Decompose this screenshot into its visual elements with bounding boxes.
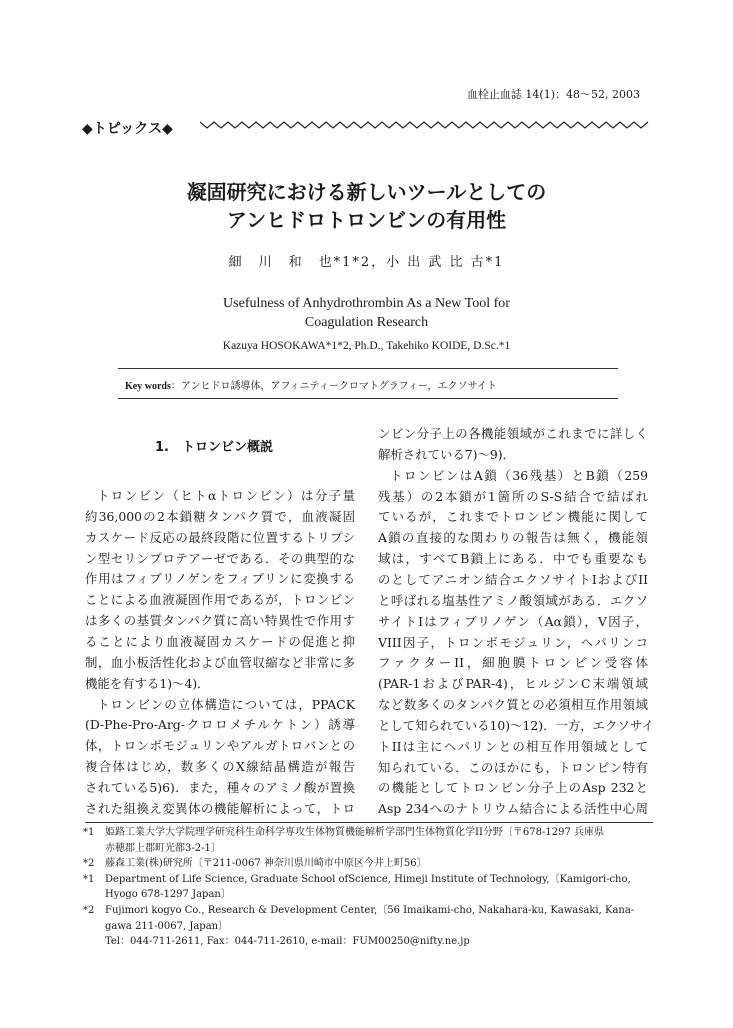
body-line: のとしてアニオン結合エクソサイトIおよびII [378, 571, 648, 587]
body-line: の機能としてトロンビン分子上のAsp 232と [378, 780, 648, 796]
footnote-mark: *2 [83, 858, 95, 870]
body-line: Asp 234へのナトリウム結合による活性中心周 [378, 801, 648, 817]
body-line: 解析されている7)〜9)． [378, 446, 515, 462]
body-line: ことによる血液凝固作用であるが，トロンビン [85, 592, 355, 608]
title-ja-line-1: 凝固研究における新しいツールとしての [186, 180, 547, 204]
footnote-line [83, 904, 634, 918]
body-line: ファクターII，細胞膜トロンビン受容体 [378, 655, 648, 671]
keywords-bottom-rule [118, 398, 618, 399]
body-line: 域は，すべてB鎖上にある．中でも重要なも [378, 551, 648, 567]
body-line: されている5)6)．また，種々のアミノ酸が置換 [85, 779, 355, 795]
footnote-text: Department of Life Science, Graduate School ofScience, Himeji Institute of Technology,〔Kamigori-cho, [105, 873, 631, 885]
body-line: 約36,000の2本鎖糖タンパク質で，血液凝固 [85, 508, 355, 524]
footnote-line [83, 873, 631, 887]
title-ja-line-2: アンヒドロトロンビンの有用性 [226, 208, 507, 232]
footnote-mark: *1 [83, 827, 95, 838]
body-line: VIII因子，トロンボモジュリン，ヘパリンコ [378, 634, 648, 650]
footnote-line [83, 888, 231, 902]
title-en-line-2: Coagulation Research [304, 315, 429, 330]
footnote-line [83, 842, 221, 856]
footnote-text: 藤森工業(株)研究所〔〒211-0067 神奈川県川崎市中原区今井上町56〕 [105, 858, 427, 870]
footnote-line [83, 826, 604, 840]
footnote-text: Fujimori kogyo Co., Research & Development Center,〔56 Imaikami-cho, Nakahara-ku, Kawasaki, Kana- [105, 905, 635, 916]
body-line: は多くの基質タンパク質に高い特異性で作用す [85, 613, 355, 629]
journal-reference: 血栓止血誌 14(1)：48〜52, 2003 [466, 88, 640, 101]
body-line: トロンビン（ヒトαトロンビン）は分子量 [97, 488, 355, 503]
body-line: ることにより血液凝固カスケードの促進と抑 [85, 633, 355, 649]
body-line: (D-Phe-Pro-Arg-クロロメチルケトン）誘導 [85, 717, 355, 733]
footnote-text: Tel：044-711-2611, Fax：044-711-2610, e-mail：FUM00250@nifty.ne.jp [105, 936, 470, 948]
section-1-heading: 1. トロンビン概説 [155, 440, 273, 455]
body-line: 知られている．このほかにも，トロンビン特有 [378, 759, 648, 775]
body-line: 作用はフィブリノゲンをフィブリンに変換する [85, 571, 355, 587]
keywords [125, 377, 497, 392]
body-line: A鎖の直接的な関わりの報告は無く，機能領 [378, 530, 648, 546]
keywords-label: Key words [125, 381, 171, 392]
body-line: トロンビンはA鎖（36残基）とB鎖（259 [390, 467, 648, 483]
body-line: 残基）の2本鎖が1箇所のS-S結合で結ばれ [378, 488, 648, 504]
body-line: 体，トロンボモジュリンやアルガトロバンとの [85, 738, 355, 754]
body-line: 機能を有する1)〜4)． [85, 675, 210, 691]
body-line: 複合体はじめ，数多くのX線結晶構造が報告 [85, 759, 355, 775]
authors-en: Kazuya HOSOKAWA*1*2, Ph.D., Takehiko KOIDE, D.Sc.*1 [222, 340, 511, 352]
footnote-text: gawa 211-0067, Japan〕 [105, 920, 229, 932]
footnote-line [83, 857, 427, 871]
body-line: (PAR-1およびPAR-4)，ヒルジンC末端領域 [378, 676, 648, 692]
body-line: サイトIはフィブリノゲン（Aα鎖），V因子， [378, 613, 648, 629]
body-line: カスケード反応の最終段階に位置するトリプシ [85, 529, 355, 545]
body-line: 制，血小板活性化および血管収縮など非常に多 [85, 654, 355, 670]
footnote-text: Hyogo 678-1297 Japan〕 [105, 889, 231, 901]
body-line: ン型セリンプロテアーゼである．その典型的な [85, 550, 355, 566]
body-line: として知られている10)〜12)．一方，エクソサイ [378, 717, 654, 733]
footnote-mark: *1 [83, 873, 95, 885]
body-line: された組換え変異体の機能解析によって，トロ [85, 800, 355, 816]
zigzag-rule [200, 120, 653, 130]
footnote-mark: *2 [83, 905, 95, 916]
body-line: トIIは主にヘパリンとの相互作用領域として [378, 738, 648, 754]
footnote-line [83, 920, 228, 934]
body-line: など数多くのタンパク質との必須相互作用領域 [378, 697, 648, 713]
body-line: と呼ばれる塩基性アミノ酸領域がある．エクソ [378, 592, 648, 608]
footnote-line [83, 935, 470, 949]
keywords-top-rule [118, 368, 618, 369]
body-line: トロンビンの立体構造については，PPACK [97, 696, 355, 712]
section-tag: ◆トピックス◆ [82, 121, 173, 137]
footnote-text: 姫路工業大学大学院理学研究科生命科学専攻生体物質機能解析学部門生体物質化学II分野〔〒678-1297 兵庫県 [105, 827, 604, 838]
authors-ja: 細 川 和 也*1*2，小 出 武 比 古*1 [228, 255, 505, 270]
keywords-list: ：アンヒドロ誘導体，アフィニティークロマトグラフィー，エクソサイト [170, 381, 497, 392]
footnote-rule [85, 822, 653, 823]
title-en-line-1: Usefulness of Anhydrothrombin As a New Tool for [223, 296, 510, 311]
body-line: ているが，これまでトロンビン機能に関して [378, 509, 648, 525]
body-line: ンビン分子上の各機能領域がこれまでに詳しく [378, 426, 648, 441]
footnote-text: 赤穂郡上郡町光都3-2-1〕 [105, 842, 221, 854]
